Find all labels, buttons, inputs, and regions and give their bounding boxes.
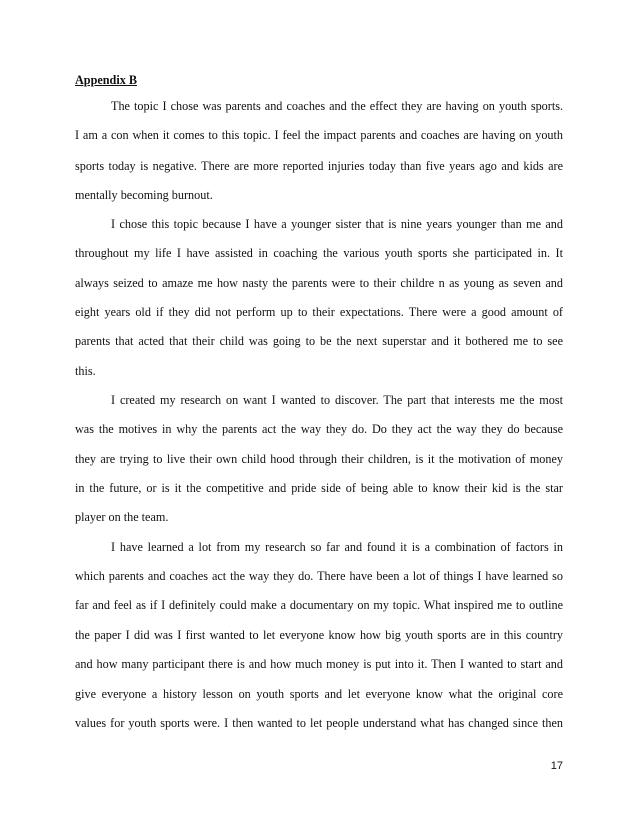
text-line: I chose this topic because I have a younger sister that is nine years younger than me and — [111, 217, 563, 231]
text-line: sports today is negative. There are more reported injuries today than five years ago and kids are — [75, 159, 563, 173]
page-number: 17 — [550, 760, 563, 772]
text-line: far and feel as if I definitely could make a documentary on my topic. What inspired me to outline — [75, 598, 563, 612]
text-line: parents that acted that their child was going to be the next superstar and it bothered me to see — [75, 334, 563, 348]
text-line: throughout my life I have assisted in coaching the various youth sports she participated in. It — [75, 246, 563, 260]
text-line: always seized to amaze me how nasty the parents were to their childre n as young as seven and — [75, 276, 563, 290]
text-line: this. — [75, 364, 96, 378]
text-line: and how many participant there is and how much money is put into it. Then I wanted to start and — [75, 657, 563, 671]
text-line: give everyone a history lesson on youth sports and let everyone know what the original core — [75, 687, 563, 701]
text-line: was the motives in why the parents act the way they do. Do they act the way they do because — [75, 422, 563, 436]
text-line: I have learned a lot from my research so far and found it is a combination of factors in — [111, 540, 563, 554]
text-line: The topic I chose was parents and coaches and the effect they are having on youth sports. — [111, 99, 563, 113]
appendix-heading: Appendix B — [75, 73, 137, 87]
text-line: values for youth sports were. I then wanted to let people understand what has changed since then — [75, 716, 563, 730]
text-line: player on the team. — [75, 510, 169, 524]
text-line: mentally becoming burnout. — [75, 188, 213, 202]
text-line: which parents and coaches act the way they do. There have been a lot of things I have learned so — [75, 569, 563, 583]
text-line: the paper I did was I first wanted to let everyone know how big youth sports are in this country — [75, 628, 563, 642]
text-line: I am a con when it comes to this topic. I feel the impact parents and coaches are having on youth — [75, 128, 563, 142]
text-line: eight years old if they did not perform up to their expectations. There were a good amount of — [75, 305, 563, 319]
text-line: I created my research on want I wanted to discover. The part that interests me the most — [111, 393, 563, 407]
text-line: in the future, or is it the competitive and pride side of being able to know their kid is the star — [75, 481, 563, 495]
text-line: they are trying to live their own child hood through their children, is it the motivation of money — [75, 452, 563, 466]
